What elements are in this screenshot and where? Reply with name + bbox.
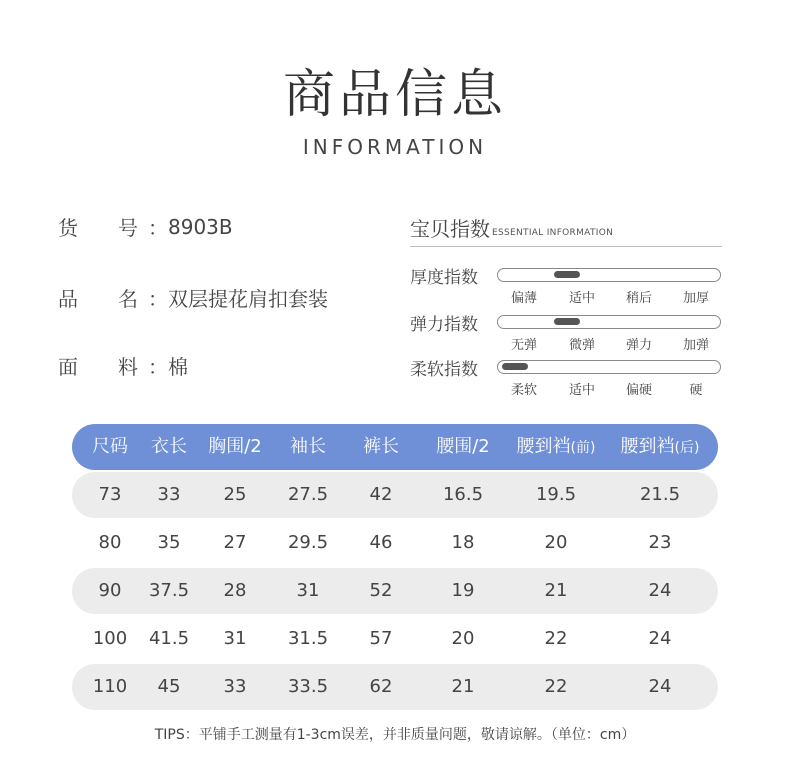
table-cell: 21 [451,676,475,697]
table-header-cell [517,424,596,470]
index-track [497,360,721,374]
table-cell: 100 [92,628,128,649]
table-cell: 24 [648,628,672,649]
info-value: 棉 [168,355,188,379]
index-level-label: 微弹 [568,338,596,353]
table-row [72,616,718,662]
page-title: 商品信息 [282,65,507,125]
header-text: 腰到裆 [516,436,571,457]
table-header-cell [290,424,326,470]
index-row [410,263,740,309]
index-level-label: 硬 [689,383,703,398]
table-cell: 62 [369,676,393,697]
info-value: 双层提花肩扣套装 [168,287,328,311]
info-colon: ： [148,355,168,379]
table-cell: 20 [544,532,568,553]
table-cell: 20 [451,628,475,649]
size-table [72,424,718,710]
header-suffix: (前) [570,440,596,456]
info-key-char: 面 [58,355,78,379]
index-knob [554,318,580,325]
table-header-cell [621,424,700,470]
table-header-cell [208,424,262,470]
table-row [72,472,718,518]
tips-text: TIPS：平铺手工测量有1-3cm误差，并非质量问题，敬请谅解。（单位：cm） [154,727,636,743]
index-levels [508,379,720,399]
index-level-label: 加弹 [682,338,710,353]
table-cell: 24 [648,580,672,601]
info-key-char: 号 [118,216,138,240]
index-knob [502,363,528,370]
index-track [497,268,721,282]
info-colon: ： [148,216,168,240]
table-cell: 27.5 [287,484,329,505]
essential-divider [410,246,722,247]
table-header [72,424,718,470]
table-cell: 27 [223,532,247,553]
index-level-label: 偏薄 [510,291,538,306]
table-cell: 73 [98,484,122,505]
header-text: 袖长 [290,436,326,457]
header-suffix: (后) [674,440,700,456]
table-cell: 41.5 [148,628,190,649]
table-cell: 19 [451,580,475,601]
index-level-label: 稍后 [625,291,653,306]
table-cell: 16.5 [442,484,484,505]
table-row [72,664,718,710]
table-cell: 29.5 [287,532,329,553]
table-cell: 110 [92,676,128,697]
index-knob [554,271,580,278]
table-cell: 23 [648,532,672,553]
header-text: 腰到裆 [620,436,675,457]
info-key-char: 名 [118,287,138,311]
table-cell: 33 [157,484,181,505]
index-row [410,355,740,401]
table-cell: 52 [369,580,393,601]
table-cell: 18 [451,532,475,553]
table-row [72,568,718,614]
index-label: 弹力指数 [410,315,478,335]
header-text: 腰围/2 [436,436,490,457]
info-value: 8903B [168,214,233,239]
index-levels [508,334,720,354]
table-header-cell [151,424,187,470]
table-cell: 90 [98,580,122,601]
index-track [497,315,721,329]
index-level-label: 适中 [568,383,596,398]
index-levels [508,287,720,307]
table-cell: 80 [98,532,122,553]
table-cell: 33 [223,676,247,697]
index-level-label: 弹力 [625,338,653,353]
table-cell: 28 [223,580,247,601]
header-text: 尺码 [92,436,128,457]
table-cell: 22 [544,628,568,649]
index-level-label: 偏硬 [625,383,653,398]
info-key-char: 料 [118,355,138,379]
index-level-label: 加厚 [682,291,710,306]
info-key-char: 品 [58,287,78,311]
table-cell: 21 [544,580,568,601]
essential-title [410,213,613,242]
table-cell: 46 [369,532,393,553]
index-row [410,310,740,356]
table-cell: 37.5 [148,580,190,601]
table-cell: 31 [223,628,247,649]
table-header-cell [363,424,399,470]
essential-title-main: 宝贝指数 [410,217,490,241]
table-header-cell [92,424,128,470]
page-subtitle: INFORMATION [302,135,488,159]
index-label: 厚度指数 [410,268,478,288]
index-level-label: 无弹 [510,338,538,353]
table-cell: 24 [648,676,672,697]
table-row [72,520,718,566]
table-cell: 31 [296,580,320,601]
table-cell: 22 [544,676,568,697]
table-cell: 31.5 [287,628,329,649]
header-text: 胸围/2 [208,436,262,457]
index-level-label: 柔软 [510,383,538,398]
table-cell: 25 [223,484,247,505]
index-level-label: 适中 [568,291,596,306]
table-cell: 33.5 [287,676,329,697]
table-cell: 57 [369,628,393,649]
table-cell: 21.5 [639,484,681,505]
index-label: 柔软指数 [410,360,478,380]
table-cell: 19.5 [535,484,577,505]
table-header-cell [436,424,490,470]
info-key-char: 货 [58,216,78,240]
table-cell: 42 [369,484,393,505]
table-cell: 35 [157,532,181,553]
info-colon: ： [148,287,168,311]
product-info-row [58,351,188,380]
product-info-row [58,212,233,241]
table-cell: 45 [157,676,181,697]
essential-title-sub: ESSENTIAL INFORMATION [492,228,614,238]
header-text: 裤长 [363,436,399,457]
header-text: 衣长 [151,436,187,457]
product-info-row [58,283,328,312]
